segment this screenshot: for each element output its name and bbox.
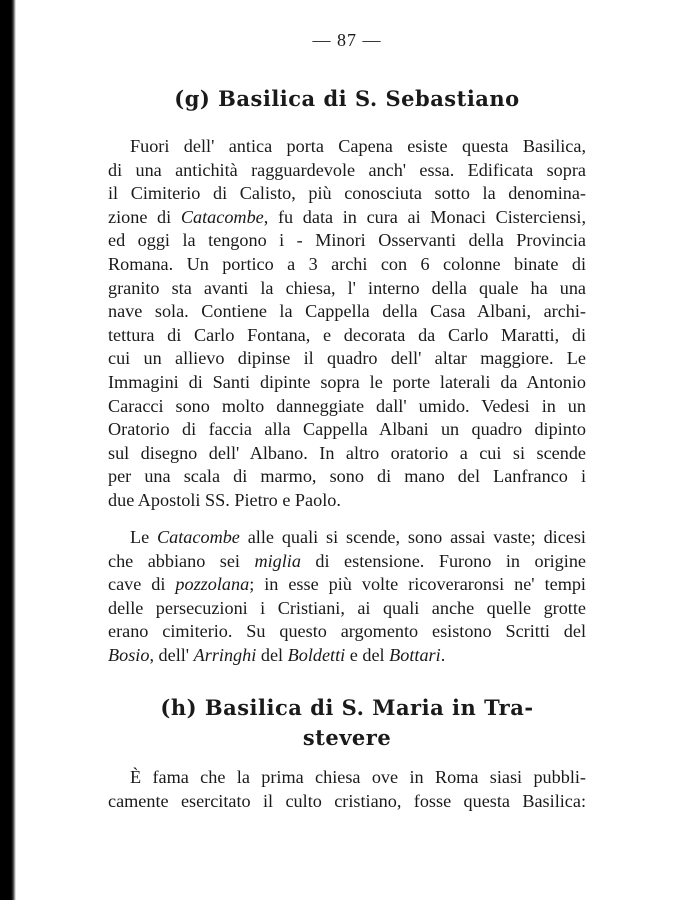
text-line: cave di pozzolana; in esse più volte ricoveraronsi ne' tempi [108, 574, 586, 595]
section-heading-h [108, 693, 586, 753]
text-line: erano cimiterio. Su questo argomento esistono Scritti del [108, 621, 586, 642]
text-line: ed oggi la tengono i - Minori Osservanti della Provincia [108, 230, 586, 251]
text-line: delle persecuzioni i Cristiani, ai quali anche quelle grotte [108, 597, 586, 618]
heading-line: stevere [302, 725, 392, 750]
section-heading-g: (g) Basilica di S. Sebastiano [174, 86, 520, 111]
paragraph-trastevere-1 [108, 766, 586, 813]
text-line: Immagini di Santi dipinte sopra le porte laterali da Antonio [108, 371, 586, 392]
text-line: camente esercitato il culto cristiano, fosse questa Basilica: [108, 790, 586, 811]
text-line: il Cimiterio di Calisto, più conosciuta sotto la denomina- [108, 183, 586, 204]
page-number: — 87 — [312, 30, 382, 50]
text-line: Romana. Un portico a 3 archi con 6 colonne binate di [108, 253, 586, 274]
text-line: sul disegno dell' Albano. In altro oratorio a cui si scende [108, 442, 586, 463]
paragraph-sebastiano-1 [108, 135, 586, 513]
text-line: zione di Catacombe, fu data in cura ai Monaci Cisterciensi, [108, 206, 586, 227]
text-line: granito sta avanti la chiesa, l' interno della quale ha una [108, 277, 586, 298]
paragraph-sebastiano-2 [108, 526, 586, 668]
heading-line: (h) Basilica di S. Maria in Tra- [160, 695, 534, 720]
text-line: due Apostoli SS. Pietro e Paolo. [108, 489, 341, 510]
text-line: tettura di Carlo Fontana, e decorata da Carlo Maratti, di [108, 324, 586, 345]
text-line: di una antichità ragguardevole anch' essa. Edificata sopra [108, 159, 586, 180]
text-line: Caracci sono molto danneggiate dall' umido. Vedesi in un [108, 395, 586, 416]
text-line: Fuori dell' antica porta Capena esiste questa Basilica, [130, 136, 586, 156]
text-line: cui un allievo dipinse il quadro dell' altar maggiore. Le [108, 348, 586, 369]
book-page [108, 0, 586, 900]
text-line: Bosio, dell' Arringhi del Boldetti e del Bottari. [108, 644, 446, 665]
scan-left-edge [0, 0, 16, 900]
text-line: È fama che la prima chiesa ove in Roma siasi pubbli- [130, 767, 586, 787]
text-line: che abbiano sei miglia di estensione. Furono in origine [108, 550, 586, 571]
text-line: nave sola. Contiene la Cappella della Casa Albani, archi- [108, 301, 586, 322]
text-line: Oratorio di faccia alla Cappella Albani un quadro dipinto [108, 419, 586, 440]
text-line: per una scala di marmo, sono di mano del Lanfranco i [108, 466, 586, 487]
text-line: Le Catacombe alle quali si scende, sono assai vaste; dicesi [130, 527, 586, 547]
